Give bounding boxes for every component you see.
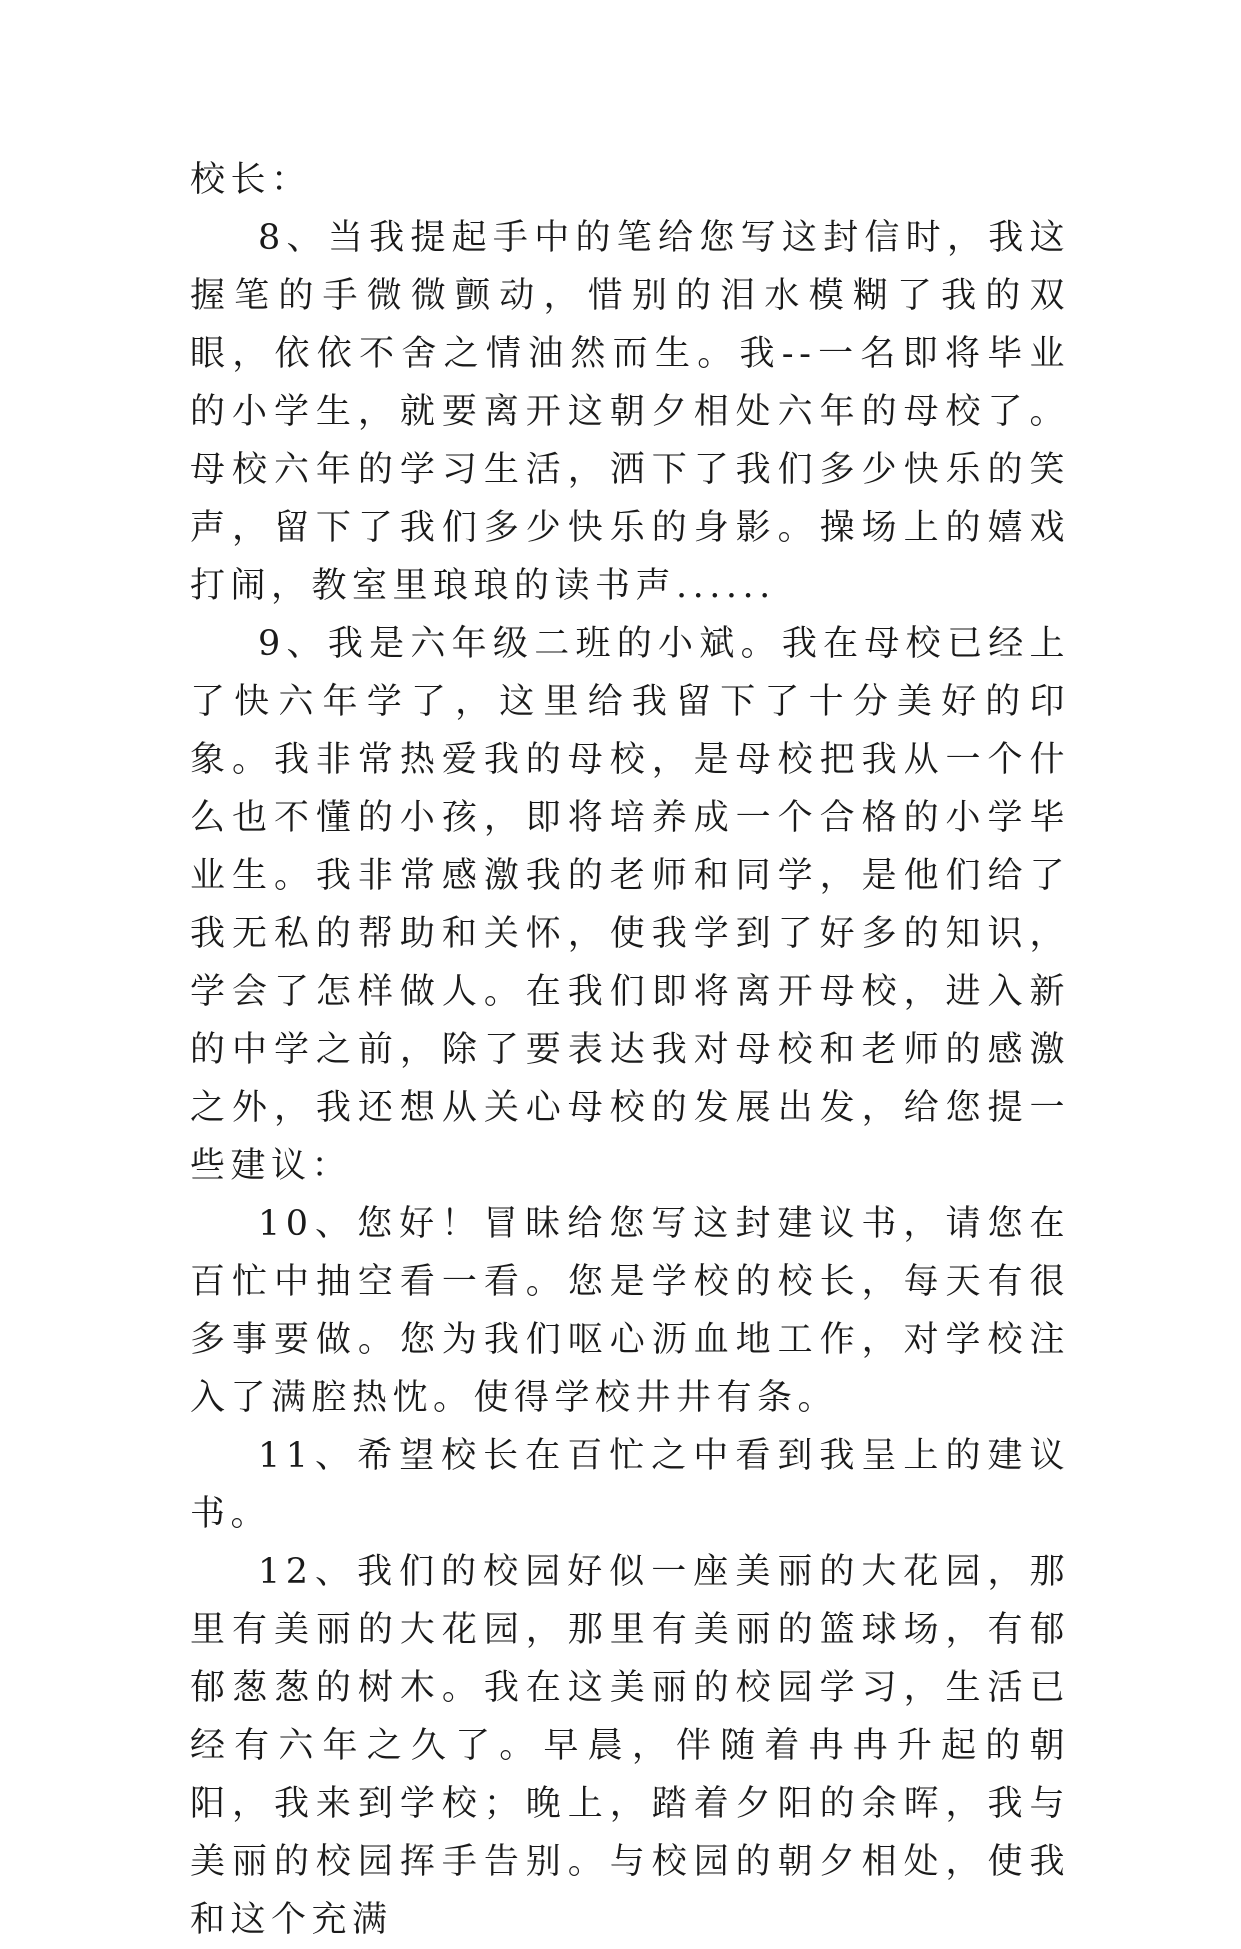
paragraph-9: 9、我是六年级二班的小斌。我在母校已经上了快六年学了，这里给我留下了十分美好的印象。我非常热爱我的母校，是母校把我从一个什么也不懂的小孩，即将培养成一个合格的小学毕业生。我非常感激我的老师和同学，是他们给了我无私的帮助和关怀，使我学到了好多的知识，学会了怎样做人。在我们即将离开母校，进入新的中学之前，除了要表达我对母校和老师的感激之外，我还想从关心母校的发展出发，给您提一些建议：: [190, 624, 1070, 1186]
paragraph-12: 12、我们的校园好似一座美丽的大花园，那里有美丽的大花园，那里有美丽的篮球场，有郁郁葱葱的树木。我在这美丽的校园学习，生活已经有六年之久了。早晨，伴随着冉冉升起的朝阳，我来到学校；晚上，踏着夕阳的余晖，我与美丽的校园挥手告别。与校园的朝夕相处，使我和这个充满: [190, 1552, 1070, 1940]
paragraph-10: 10、您好！冒昧给您写这封建议书，请您在百忙中抽空看一看。您是学校的校长，每天有很多事要做。您为我们呕心沥血地工作，对学校注入了满腔热忱。使得学校井井有条。: [190, 1204, 1070, 1418]
document-body: [190, 151, 1070, 1949]
paragraph-11: 11、希望校长在百忙之中看到我呈上的建议书。: [190, 1436, 1070, 1534]
salutation: 校长：: [190, 160, 312, 200]
paragraph-8: 8、当我提起手中的笔给您写这封信时，我这握笔的手微微颤动，惜别的泪水模糊了我的双眼，依依不舍之情油然而生。我--一名即将毕业的小学生，就要离开这朝夕相处六年的母校了。母校六年的学习生活，洒下了我们多少快乐的笑声，留下了我们多少快乐的身影。操场上的嬉戏打闹，教室里琅琅的读书声......: [190, 218, 1070, 606]
